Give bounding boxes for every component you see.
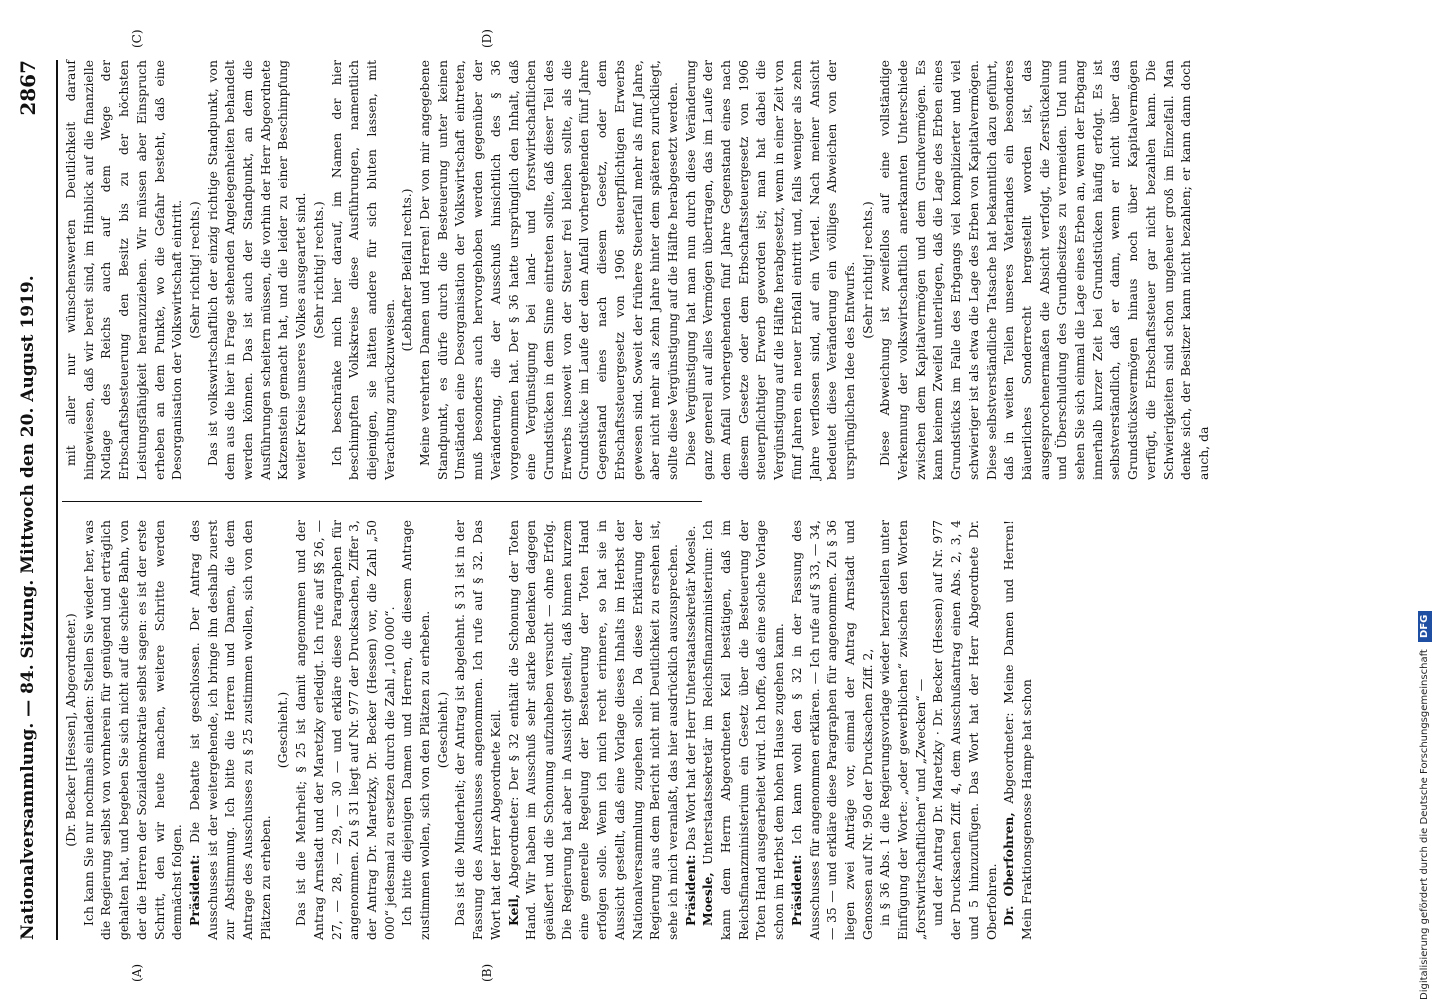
stage-note: (Geschieht.) [275,691,291,769]
stage-note: (Sehr richtig! rechts.) [859,201,875,339]
page-header [12,60,58,940]
stage-note: (Lebhafter Beifall rechts.) [399,188,415,352]
stage-note: (Geschieht.) [434,691,450,769]
speaker-name: Präsident: [788,854,804,926]
paragraph: Das ist die Mehrheit; § 25 ist damit angenommen und der Antrag Arnstadt und der Maretzky erledigt. Ich rufe auf §§ 26, — 27, — 28, — 29, — 30 — und erkläre diese Paragraphen für angenommen. Zu § 31 liegt auf Nr. 977 der Drucksachen, Ziffer 3, der Antrag Dr. Maretzky, Dr. Becker (Hessen) vor, die Zahl „50 000“ jedesmal zu ersetzen durch die Zahl „100 000“. [293,520,397,940]
speaker-name: Dr. Oberfohren, [1001,812,1017,926]
paragraph [186,520,275,940]
speaker-name: Präsident: [186,854,202,926]
paragraph: Das ist volkswirtschaftlich der einzig richtige Standpunkt, von dem aus die hier in Frage stehenden Angelegenheiten behandelt werden können. Das ist auch der Standpunkt, an dem die Ausführungen scheitern müssen, die vorhin der Herr Abgeordnete Katzenstein gemacht hat, und die leider zu einer Beschimpfung weiter Kreise unseres Volkes ausgeartet sind. [204,60,309,480]
paragraph: mit aller nur wünschenswerten Deutlichkeit darauf hingewiesen, daß wir bereit sind, im Hinblick auf die finanzielle Notlage des Reichs auch auf dem Wege der Erbschaftsbesteuerung den Besitz bis zu der höchsten Leistungsfähigkeit heranzuziehen. Wir müssen aber Einspruch erheben an dem Punkte, wo die Gefahr besteht, daß eine Desorganisation der Volkswirtschaft eintritt. [63,60,185,480]
paragraph [505,520,682,940]
margin-marker-c: (C) [130,29,144,48]
paragraph: Ich beschränke mich hier darauf, im Namen der hier beschimpften Volkskreise diese Ausführungen, namentlich diejenigen, sie hätten andere für sich bluten lassen, mit Verachtung zurückzuweisen. [328,60,397,480]
dfg-logo-badge: DFG [1418,611,1432,642]
speech-text: Abgeordneter: Meine Damen und Herren! Mein Fraktionsgenosse Hampe hat schon [1001,520,1034,940]
digitization-note [1412,10,1434,1000]
stage-note: (Sehr richtig! rechts.) [310,201,326,339]
running-title: Nationalversammlung. — 84. Sitzung. Mittwoch den 20. August 1919. [18,275,38,940]
paragraph: Ich bitte diejenigen Damen und Herren, die diesem Antrage zustimmen wollen, sich von den Plätzen zu erheben. [399,520,433,940]
speech-text: Das Wort hat der Herr Unterstaatssekretär Moesle. [682,525,698,851]
speaker-name: Präsident: [682,854,698,926]
paragraph: in § 36 Abs. 1 die Regierungsvorlage wieder herzustellen unter Einfügung der Worte: „oder gewerblichen“ zwischen den Worten „forstwirtschaftlichen“ und „Zwecken“ — [877,520,928,940]
speaker-name: Keil, [505,893,521,926]
paragraph [699,520,788,940]
right-column [62,60,1211,480]
paragraph: Ich kann Sie nur nochmals einladen: Stellen Sie wieder her, was die Regierung selbst von vornherein für genügend und erträglich gehalten hat, und begeben Sie sich nicht auf die schiefe Bahn, von der die Herren der Sozialdemokratie selbst sagen: es ist der erste Schritt, den wir heute machen, weitere Schritte werden demnächst folgen. [80,520,185,940]
margin-marker-d: (D) [480,29,494,48]
paragraph [788,520,877,940]
speech-text: Abgeordneter: Der § 32 enthält die Schonung der Toten Hand. Wir haben im Ausschuß sehr starke Bedenken dagegen geäußert und die Schonung aufzuheben versucht — ohne Erfolg. Die Regierung hat aber in Aussicht gestellt, daß binnen kurzem eine generelle Regelung der Besteuerung der Toten Hand erfolgen solle. Wenn ich mich recht erinnere, so hat sie in Aussicht gestellt, daß eine Vorlage dieses Inhalts im Herbst der Nationalversammlung zugehen solle. Da diese Erklärung der Regierung aus dem Bericht nicht mit Deutlichkeit zu ersehen ist, sehe ich mich veranlaßt, das hier ausdrücklich auszusprechen. [505,520,680,940]
column-divider [62,501,702,502]
speaker-name: Moesle, [700,872,716,926]
speech-text: Unterstaatssekretär im Reichsfinanzministerium: Ich kann dem Herrn Abgeordneten Keil bestätigen, daß im Reichsfinanzministerium ein Gesetz über die Besteuerung der Toten Hand ausgearbeitet wird. Ich hoffe, daß eine solche Vorlage schon im Herbst dem hohen Hause zugehen kann. [700,520,787,940]
paragraph: Diese Abweichung ist zweifellos auf eine vollständige Verkennung der volkswirtschaftlich anerkannten Unterschiede zwischen dem Kapitalvermögen und dem Grundvermögen. Es kann keinem Zweifel unterliegen, daß die Lage des Erben eines Grundstücks im Falle des Erbgangs viel komplizierter und viel schwieriger ist als etwa die Lage des Erben von Kapitalvermögen. Diese selbstverständliche Tatsache hat bekanntlich dazu geführt, daß in weiten Teilen unseres Vaterlandes ein besonderes bäuerliches Sonderrecht hergestellt worden ist, das ausgesprochenermaßen die Absicht verfolgt, die Zerstückelung und Überschuldung des Grundbesitzes zu vermeiden. Und nun sehen Sie sich einmal die Lage eines Erben an, wenn der Erbgang innerhalb kurzer Zeit bei Grundstücken häufig erfolgt. Es ist selbstverständlich, daß er dann, wenn er nicht über das Grundstücksvermögen hinaus noch über Kapitalvermögen verfügt, die Erbschaftssteuer gar nicht bezahlen kann. Die Schwierigkeiten sind schon ungeheuer groß im Einzelfall. Man denke sich, der Besitzer kann nicht bezahlen; er kann dann doch auch, da [877,60,1211,480]
page-number: 2867 [16,60,40,116]
speaker-continuation: (Dr. Becker [Hessen], Abgeordneter.) [63,613,78,847]
paragraph: Das ist die Minderheit; der Antrag ist abgelehnt. § 31 ist in der Fassung des Ausschusses angenommen. Ich rufe auf § 32. Das Wort hat der Herr Abgeordnete Keil. [452,520,503,940]
left-column [62,520,1034,940]
paragraph: Meine verehrten Damen und Herren! Der von mir angegebene Standpunkt, es dürfe durch die Besteuerung unter keinen Umständen eine Desorganisation der Volkswirtschaft eintreten, muß besonders auch hervorgehoben werden gegenüber der Veränderung, die der Ausschuß hinsichtlich des § 36 vorgenommen hat. Der § 36 hatte ursprünglich den Inhalt, daß eine Vergünstigung bei land- und forstwirtschaftlichen Grundstücken in dem Sinne eintreten sollte, daß dieser Teil des Erwerbs insoweit von der Steuer frei bleiben sollte, als die Grundstücke im Laufe der dem Anfall vorhergehenden fünf Jahre Gegenstand eines nach diesem Gesetz, oder dem Erbschaftssteuergesetz von 1906 steuerpflichtigen Erwerbs gewesen sind. Soweit der frühere Steuerfall mehr als fünf Jahre, aber nicht mehr als zehn Jahre hinter dem späteren zurückliegt, sollte diese Vergünstigung auf die Hälfte herabgesetzt werden. [417,60,680,480]
paragraph: Diese Vergünstigung hat man nun durch diese Veränderung ganz generell auf alles Vermögen übertragen, das im Laufe der dem Anfall vorhergehenden fünf Jahre Gegenstand eines nach diesem Gesetze oder dem Erbschaftssteuergesetz von 1906 steuerpflichtiger Erwerb geworden ist; man hat dabei die Vergünstigung auf die Hälfte herabgesetzt, wenn in einer Zeit von fünf Jahren ein neuer Erbfall eintritt und, falls weniger als zehn Jahre verflossen sind, auf ein Viertel. Nach meiner Ansicht bedeutet diese Veränderung ein völliges Abweichen von der ursprünglichen Idee des Entwurfs. [682,60,857,480]
paragraph: und der Antrag Dr. Maretzky · Dr. Becker (Hessen) auf Nr. 977 der Drucksachen Ziff. 4, dem Ausschußantrag einen Abs. 2, 3, 4 und 5 hinzuzufügen. Das Wort hat der Herr Abgeordnete Dr. Oberfohren. [930,520,999,940]
speech-text: Ich kann wohl den § 32 in der Fassung des Ausschusses für angenommen erklären. — Ich rufe auf § 33, — 34, — 35 — und erkläre diese Paragraphen für angenommen. Zu § 36 liegen zwei Anträge vor, einmal der Antrag Arnstadt und Genossen auf Nr. 950 der Drucksachen Ziff. 2, [788,520,875,940]
paragraph [682,520,700,940]
digitization-text: Digitalisierung gefördert durch die Deutsche Forschungsgemeinschaft [1419,649,1430,1000]
stage-note: (Sehr richtig! rechts.) [186,201,202,339]
margin-marker-a: (A) [130,963,144,982]
paragraph [1000,520,1035,940]
speech-text: Die Debatte ist geschlossen. Der Antrag des Ausschusses ist der weitergehende, ich bringe ihn deshalb zuerst zur Abstimmung. Ich bitte die Herren und Damen, die dem Antrage des Ausschusses zu § 25 zustimmen wollen, sich von den Plätzen zu erheben. [186,520,273,940]
margin-marker-b: (B) [480,963,494,982]
